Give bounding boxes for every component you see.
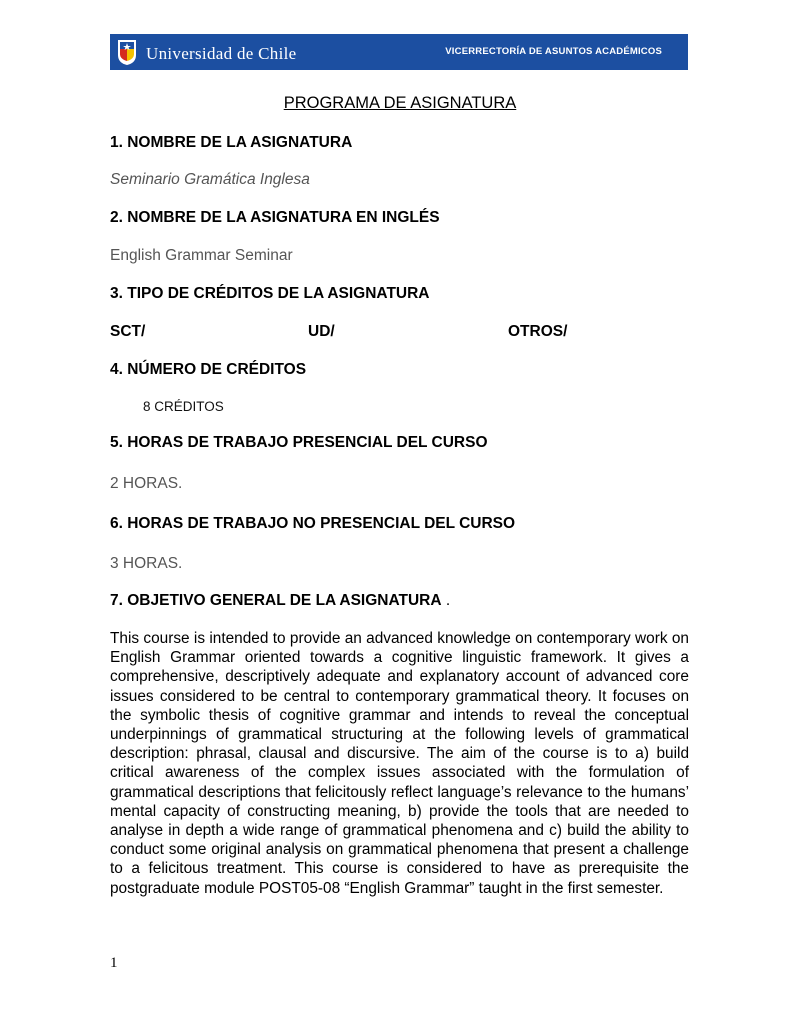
credit-type-sct: SCT/ bbox=[110, 323, 146, 340]
section-1-heading: 1. NOMBRE DE LA ASIGNATURA bbox=[110, 134, 353, 151]
university-crest-logo bbox=[117, 38, 137, 66]
section-6-heading: 6. HORAS DE TRABAJO NO PRESENCIAL DEL CURSO bbox=[110, 515, 516, 532]
course-name-english-value: English Grammar Seminar bbox=[110, 247, 293, 264]
academic-affairs-unit: VICERRECTORÍA DE ASUNTOS ACADÉMICOS bbox=[445, 46, 662, 57]
page-number: 1 bbox=[110, 955, 118, 971]
section-5-heading: 5. HORAS DE TRABAJO PRESENCIAL DEL CURSO bbox=[110, 434, 488, 451]
university-name: Universidad de Chile bbox=[146, 44, 297, 63]
section-7-heading-text: 7. OBJETIVO GENERAL DE LA ASIGNATURA bbox=[110, 592, 442, 609]
presential-hours-value: 2 HORAS. bbox=[110, 475, 183, 492]
section-3-heading: 3. TIPO DE CRÉDITOS DE LA ASIGNATURA bbox=[110, 285, 430, 302]
section-7-heading bbox=[110, 592, 450, 610]
university-header-banner bbox=[110, 34, 688, 70]
course-name-value: Seminario Gramática Inglesa bbox=[110, 171, 310, 188]
credits-value: 8 CRÉDITOS bbox=[143, 399, 224, 414]
non-presential-hours-value: 3 HORAS. bbox=[110, 555, 183, 572]
section-4-heading: 4. NÚMERO DE CRÉDITOS bbox=[110, 361, 307, 378]
section-2-heading: 2. NOMBRE DE LA ASIGNATURA EN INGLÉS bbox=[110, 209, 440, 226]
document-title: PROGRAMA DE ASIGNATURA bbox=[283, 94, 517, 112]
credit-type-ud: UD/ bbox=[308, 323, 335, 340]
general-objective-paragraph: This course is intended to provide an advanced knowledge on contemporary work on English Grammar oriented towards a cognitive linguistic framework. It gives a comprehensive, descriptively adequate and explanatory account of advanced core issues considered to be central to contemporary grammatical theory. It focuses on the symbolic thesis of cognitive grammar and intends to reveal the conceptual underpinnings of grammatical structuring at the following levels of grammatical description: phrasal, clausal and discursive. The aim of the course is to a) build critical awareness of the complex issues associated with the formulation of grammatical descriptions that felicitously reflect language’s relevance to the humans’ mental capacity of constructing meaning, b) provide the tools that are needed to analyse in depth a wide range of grammatical phenomena and c) build the ability to conduct some original analysis on grammatical phenomena that present a challenge to a felicitous treatment. This course is considered to have as prerequisite the postgraduate module POST05-08 “English Grammar” taught in the first semester. bbox=[110, 630, 689, 897]
section-7-heading-suffix: . bbox=[441, 592, 451, 609]
credit-type-otros: OTROS/ bbox=[508, 323, 568, 340]
